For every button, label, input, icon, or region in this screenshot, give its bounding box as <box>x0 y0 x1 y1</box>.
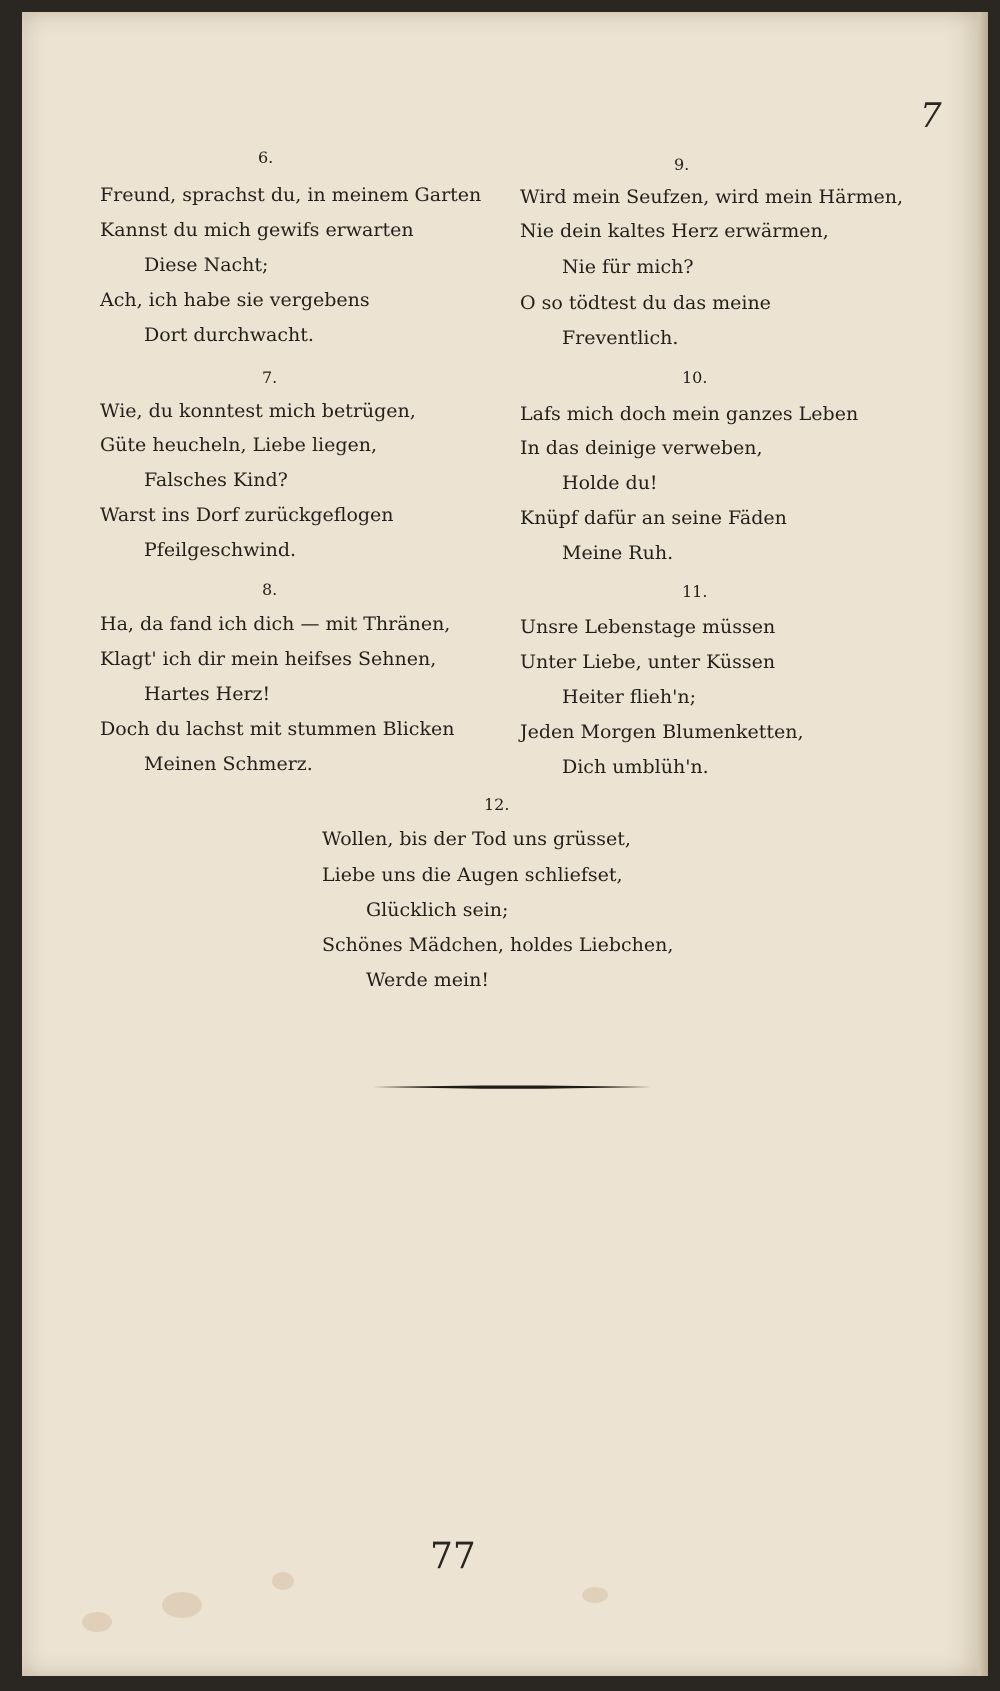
verse-line: Klagt' ich dir mein heifses Sehnen, <box>100 648 437 670</box>
verse-line: Falsches Kind? <box>144 469 288 491</box>
stanza-number: 12. <box>484 795 510 814</box>
stanza-number: 8. <box>262 580 278 599</box>
verse-line: Heiter flieh'n; <box>562 686 696 708</box>
stanza-number: 11. <box>682 582 708 601</box>
verse-line: Liebe uns die Augen schliefset, <box>322 864 623 886</box>
closing-rule <box>372 1084 652 1090</box>
verse-line: Knüpf dafür an seine Fäden <box>520 507 787 529</box>
verse-line: Nie für mich? <box>562 256 694 278</box>
verse-line: Pfeilgeschwind. <box>144 539 297 561</box>
stanza-number: 9. <box>674 155 690 174</box>
foxing-stain <box>162 1592 202 1618</box>
verse-line: Meinen Schmerz. <box>144 753 313 775</box>
verse-line: Meine Ruh. <box>562 542 674 564</box>
verse-line: Doch du lachst mit stummen Blicken <box>100 718 455 740</box>
verse-line: Unsre Lebenstage müssen <box>520 616 776 638</box>
stanza-number: 10. <box>682 368 708 387</box>
verse-line: Glücklich sein; <box>366 899 509 921</box>
verse-line: Wird mein Seufzen, wird mein Härmen, <box>520 186 904 208</box>
page-edge <box>978 12 988 1676</box>
verse-line: Lafs mich doch mein ganzes Leben <box>520 403 859 425</box>
verse-line: Güte heucheln, Liebe liegen, <box>100 434 378 456</box>
verse-line: In das deinige verweben, <box>520 437 763 459</box>
verse-line: Freund, sprachst du, in meinem Garten <box>100 184 482 206</box>
verse-line: Ach, ich habe sie vergebens <box>100 289 370 311</box>
verse-line: Freventlich. <box>562 327 679 349</box>
stanza-number: 7. <box>262 368 278 387</box>
verse-line: O so tödtest du das meine <box>520 292 771 314</box>
verse-line: Diese Nacht; <box>144 254 269 276</box>
verse-line: Schönes Mädchen, holdes Liebchen, <box>322 934 674 956</box>
verse-line: Nie dein kaltes Herz erwärmen, <box>520 220 829 242</box>
verse-line: Jeden Morgen Blumenketten, <box>520 721 804 743</box>
verse-line: Holde du! <box>562 472 658 494</box>
foxing-stain <box>582 1587 608 1603</box>
foxing-stain <box>272 1572 294 1590</box>
verse-line: Unter Liebe, unter Küssen <box>520 651 776 673</box>
verse-line: Warst ins Dorf zurückgeflogen <box>100 504 394 526</box>
verse-line: Hartes Herz! <box>144 683 271 705</box>
page-number-top: 7 <box>920 96 942 136</box>
verse-line: Dich umblüh'n. <box>562 756 709 778</box>
verse-line: Werde mein! <box>366 969 489 991</box>
verse-line: Dort durchwacht. <box>144 324 314 346</box>
verse-line: Ha, da fand ich dich — mit Thränen, <box>100 613 451 635</box>
verse-line: Wie, du konntest mich betrügen, <box>100 400 416 422</box>
verse-line: Wollen, bis der Tod uns grüsset, <box>322 828 631 850</box>
folio-number: 77 <box>430 1536 476 1577</box>
verse-line: Kannst du mich gewifs erwarten <box>100 219 414 241</box>
stanza-number: 6. <box>258 148 274 167</box>
foxing-stain <box>82 1612 112 1632</box>
